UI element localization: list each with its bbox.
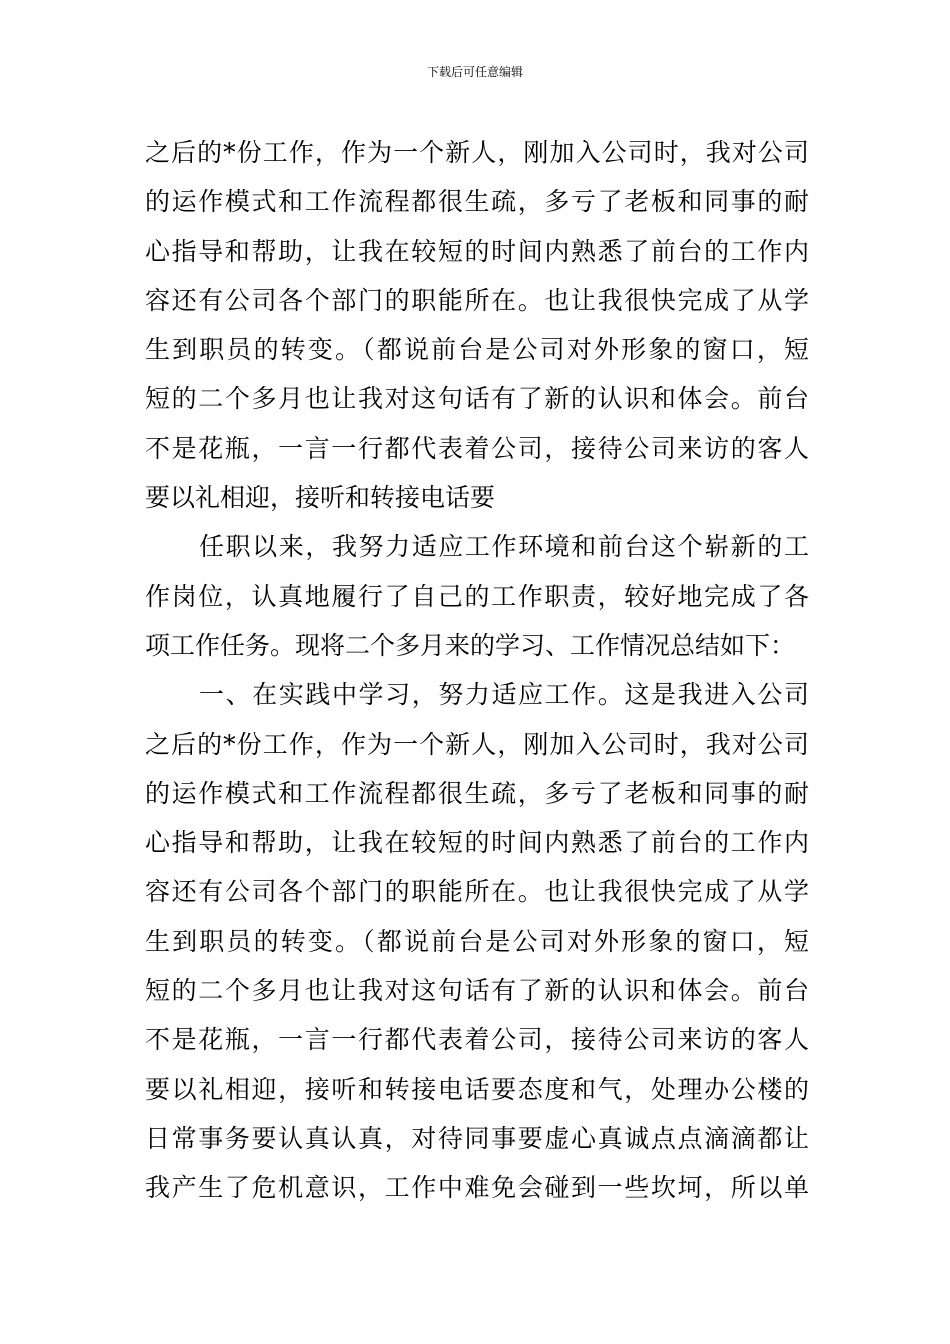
text-line: 容还有公司各个部门的职能所在。也让我很快完成了从学: [145, 877, 809, 907]
text-line: 生到职员的转变。（都说前台是公司对外形象的窗口，短: [145, 335, 809, 365]
text-line: 心指导和帮助，让我在较短的时间内熟悉了前台的工作内: [145, 236, 809, 266]
text-line: 的运作模式和工作流程都很生疏，多亏了老板和同事的耐: [145, 187, 809, 217]
text-line: 项工作任务。现将二个多月来的学习、工作情况总结如下：: [145, 630, 796, 660]
text-line: 要以礼相迎，接听和转接电话要态度和气，处理办公楼的: [145, 1074, 809, 1104]
text-line: 不是花瓶，一言一行都代表着公司，接待公司来访的客人: [145, 1025, 809, 1055]
text-line: 生到职员的转变。（都说前台是公司对外形象的窗口，短: [145, 926, 809, 956]
text-line: 心指导和帮助，让我在较短的时间内熟悉了前台的工作内: [145, 828, 809, 858]
text-line: 不是花瓶，一言一行都代表着公司，接待公司来访的客人: [145, 433, 809, 463]
text-line: 一、在实践中学习，努力适应工作。这是我进入公司: [199, 680, 809, 710]
text-line: 之后的*份工作，作为一个新人，刚加入公司时，我对公司: [145, 729, 809, 759]
text-line: 容还有公司各个部门的职能所在。也让我很快完成了从学: [145, 285, 809, 315]
text-line: 要以礼相迎，接听和转接电话要: [145, 483, 496, 513]
page-header: 下载后可任意编辑: [426, 65, 523, 79]
text-line: 作岗位，认真地履行了自己的工作职责，较好地完成了各: [145, 581, 809, 611]
text-line: 任职以来，我努力适应工作环境和前台这个崭新的工: [199, 532, 809, 562]
text-line: 短的二个多月也让我对这句话有了新的认识和体会。前台: [145, 976, 809, 1006]
text-line: 日常事务要认真认真，对待同事要虚心真诚点点滴滴都让: [145, 1123, 809, 1153]
body-text: [145, 128, 809, 1213]
text-line: 的运作模式和工作流程都很生疏，多亏了老板和同事的耐: [145, 778, 809, 808]
text-line: 之后的*份工作，作为一个新人，刚加入公司时，我对公司: [145, 138, 809, 167]
text-line: 短的二个多月也让我对这句话有了新的认识和体会。前台: [145, 384, 809, 414]
text-line: 我产生了危机意识，工作中难免会碰到一些坎坷，所以单: [145, 1173, 809, 1203]
